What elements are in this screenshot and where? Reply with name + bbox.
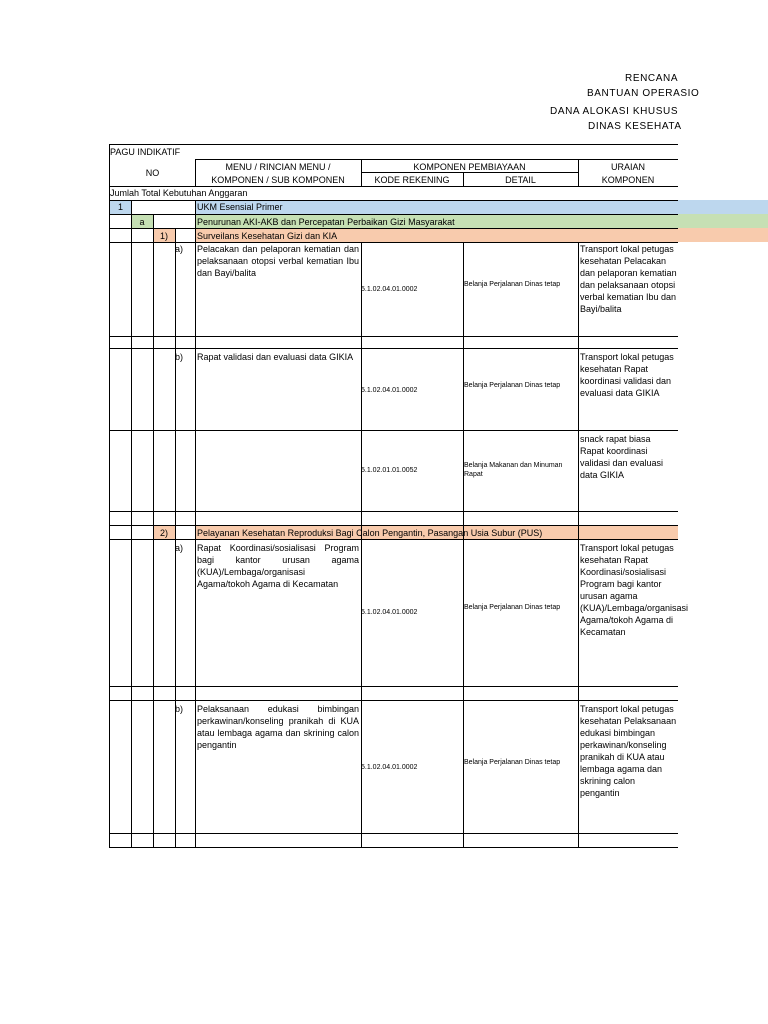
col-detail-header: DETAIL — [505, 175, 536, 185]
r1-detail: Belanja Perjalanan Dinas tetap — [464, 281, 561, 288]
r2-letter: b) — [175, 352, 184, 362]
pagu-indikatif-label: PAGU INDIKATIF — [110, 147, 181, 157]
r4-kode-rekening: 5.1.02.04.01.0002 — [361, 609, 418, 616]
row-letter-a: a — [139, 217, 145, 227]
col-no-header: NO — [145, 168, 160, 178]
r1-letter: a) — [175, 244, 184, 254]
col-menu-header-line1: MENU / RINCIAN MENU / — [225, 162, 331, 172]
col-menu-header-line2: KOMPONEN / SUB KOMPONEN — [211, 175, 345, 185]
r3-detail: Belanja Makanan dan Minuman Rapat — [464, 462, 563, 478]
r5-letter: b) — [175, 704, 184, 714]
r5-detail: Belanja Perjalanan Dinas tetap — [464, 759, 561, 766]
grid-vline — [131, 200, 132, 848]
grid-hline — [195, 159, 678, 160]
ukm-esensial-label: UKM Esensial Primer — [197, 202, 283, 212]
r4-letter: a) — [175, 543, 184, 553]
col-pembiayaan-header: KOMPONEN PEMBIAYAAN — [413, 162, 526, 172]
row-sub-1: 1) — [159, 231, 168, 241]
pelayanan-label: Pelayanan Kesehatan Reproduksi Bagi Calon Pengantin, Pasangan Usia Subur (PUS) — [197, 528, 543, 538]
r1-uraian: Transport lokal petugas kesehatan Pelacakan dan pelaporan kematian dan pelaksanaan otopsi verbal kematian Ibu dan Bayi/balita — [580, 244, 677, 314]
col-uraian-header-line1: URAIAN — [610, 162, 645, 172]
surveilans-label: Surveilans Kesehatan Gizi dan KIA — [197, 231, 338, 241]
grid-hline — [109, 144, 678, 145]
grid-vline — [361, 242, 362, 848]
header-line-3: DANA ALOKASI KHUSUS — [550, 106, 679, 117]
r2-activity: Rapat validasi dan evaluasi data GIKIA — [197, 352, 354, 362]
r5-uraian: Transport lokal petugas kesehatan Pelaksanaan edukasi bimbingan perkawinan/konseling pranikah di KUA atau lembaga agama dan skrining calon pengantin — [580, 704, 677, 798]
r1-kode-rekening: 5.1.02.04.01.0002 — [361, 286, 418, 293]
r5-activity: Pelaksanaan edukasi bimbingan perkawinan/konseling pranikah di KUA atau lembaga agama dan skrining calon pengantin — [197, 704, 359, 750]
r2-uraian: Transport lokal petugas kesehatan Rapat koordinasi validasi dan evaluasi data GIKIA — [580, 352, 674, 398]
r1-activity: Pelacakan dan pelaporan kematian dan pelaksanaan otopsi verbal kematian Ibu dan Bayi/balita — [197, 244, 359, 278]
header-line-4: DINAS KESEHATA — [588, 121, 682, 132]
r5-kode-rekening: 5.1.02.04.01.0002 — [361, 764, 418, 771]
r2-detail: Belanja Perjalanan Dinas tetap — [464, 382, 561, 389]
r4-uraian: Transport lokal petugas kesehatan Rapat Koordinasi/sosialisasi Program bagi kantor urusan agama (KUA)/Lembaga/organisasi Agama/tokoh Agama di Kecamatan — [580, 543, 689, 637]
penurunan-aki-label: Penurunan AKI-AKB dan Percepatan Perbaikan Gizi Masyarakat — [197, 217, 455, 227]
grid-vline — [175, 228, 176, 848]
r3-kode-rekening: 5.1.02.01.01.0052 — [361, 467, 418, 474]
col-kode-header: KODE REKENING — [374, 175, 450, 185]
grid-vline — [109, 144, 110, 848]
jumlah-total-label: Jumlah Total Kebutuhan Anggaran — [110, 188, 248, 198]
col-uraian-header-line2: KOMPONEN — [601, 175, 655, 185]
r3-uraian: snack rapat biasa Rapat koordinasi validasi dan evaluasi data GIKIA — [580, 434, 664, 480]
row-sub-2: 2) — [159, 528, 168, 538]
r4-activity: Rapat Koordinasi/sosialisasi Program bagi kantor urusan agama (KUA)/Lembaga/organisasi Agama/tokoh Agama di Kecamatan — [197, 543, 359, 589]
r4-detail: Belanja Perjalanan Dinas tetap — [464, 604, 561, 611]
row-number-1: 1 — [117, 202, 123, 212]
header-line-1: RENCANA — [625, 73, 679, 84]
header-line-2: BANTUAN OPERASIO — [587, 88, 700, 99]
r2-kode-rekening: 5.1.02.04.01.0002 — [361, 387, 418, 394]
grid-vline — [195, 200, 196, 848]
grid-vline — [578, 242, 579, 848]
